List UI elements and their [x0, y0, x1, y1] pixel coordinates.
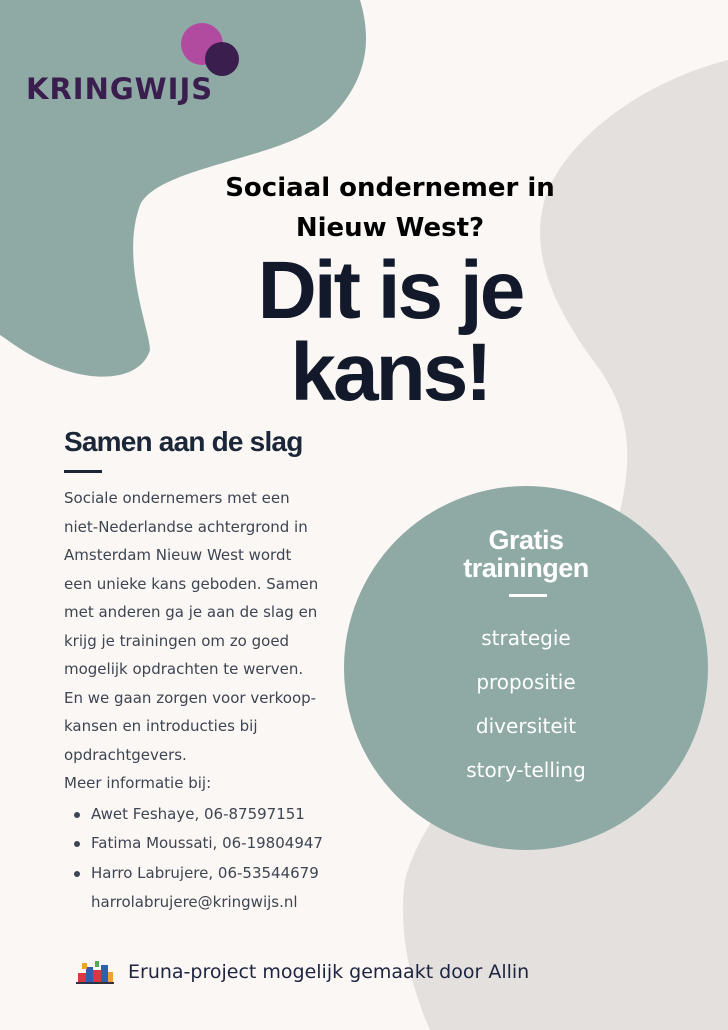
- intro-line: Amsterdam Nieuw West wordt: [64, 546, 292, 564]
- trainings-title-line-1: Gratis: [488, 525, 564, 555]
- section-divider: [64, 470, 102, 473]
- intro-text: [64, 484, 344, 918]
- trainings-title-line-2: trainingen: [463, 553, 589, 583]
- subheading-line-1: Sociaal ondernemer in: [225, 173, 555, 203]
- training-item: propositie: [476, 670, 576, 694]
- training-item: strategie: [481, 626, 571, 650]
- footer-text: Eruna-project mogelijk gemaakt door Allin: [128, 961, 530, 983]
- subheading: [170, 168, 610, 248]
- section-title: Samen aan de slag: [64, 426, 303, 457]
- more-info-label: Meer informatie bij:: [64, 774, 212, 792]
- intro-line: kansen en introducties bij: [64, 717, 258, 735]
- contact-item: Awet Feshaye, 06-87597151: [64, 800, 344, 830]
- headline-line-1: Dit is je: [257, 245, 523, 336]
- kringwijs-logo: [22, 22, 242, 112]
- subheading-line-2: Nieuw West?: [295, 213, 485, 243]
- intro-line: opdrachtgevers.: [64, 745, 187, 764]
- footer: [76, 952, 529, 992]
- trainings-list: [344, 616, 708, 792]
- intro-line: niet-Nederlandse achtergrond in: [64, 517, 308, 536]
- headline: [180, 245, 600, 418]
- training-item: diversiteit: [475, 714, 577, 738]
- contact-list: [64, 800, 344, 918]
- intro-line: mogelijk opdrachten te werven.: [64, 660, 304, 678]
- contact-item: Fatima Moussati, 06-19804947: [64, 829, 344, 859]
- intro-line: krijg je trainingen om zo goed: [64, 631, 290, 650]
- trainings-title: [344, 526, 708, 582]
- contact-email[interactable]: harrolabrujere@kringwijs.nl: [91, 893, 298, 911]
- headline-line-2: kans!: [290, 327, 490, 418]
- intro-line: met anderen ga je aan de slag en: [64, 603, 318, 621]
- contact-item: Harro Labrujere, 06-53544679: [64, 859, 344, 889]
- trainings-divider: [509, 594, 547, 597]
- intro-line: Sociale ondernemers met een: [64, 489, 290, 507]
- project-logo-icon: [76, 959, 114, 985]
- trainings-circle: [344, 486, 708, 850]
- intro-line: een unieke kans geboden. Samen: [64, 574, 319, 593]
- logo-wordmark: KRINGWIJS: [26, 72, 214, 106]
- training-item: story-telling: [466, 758, 586, 782]
- intro-line: En we gaan zorgen voor verkoop-: [64, 688, 317, 707]
